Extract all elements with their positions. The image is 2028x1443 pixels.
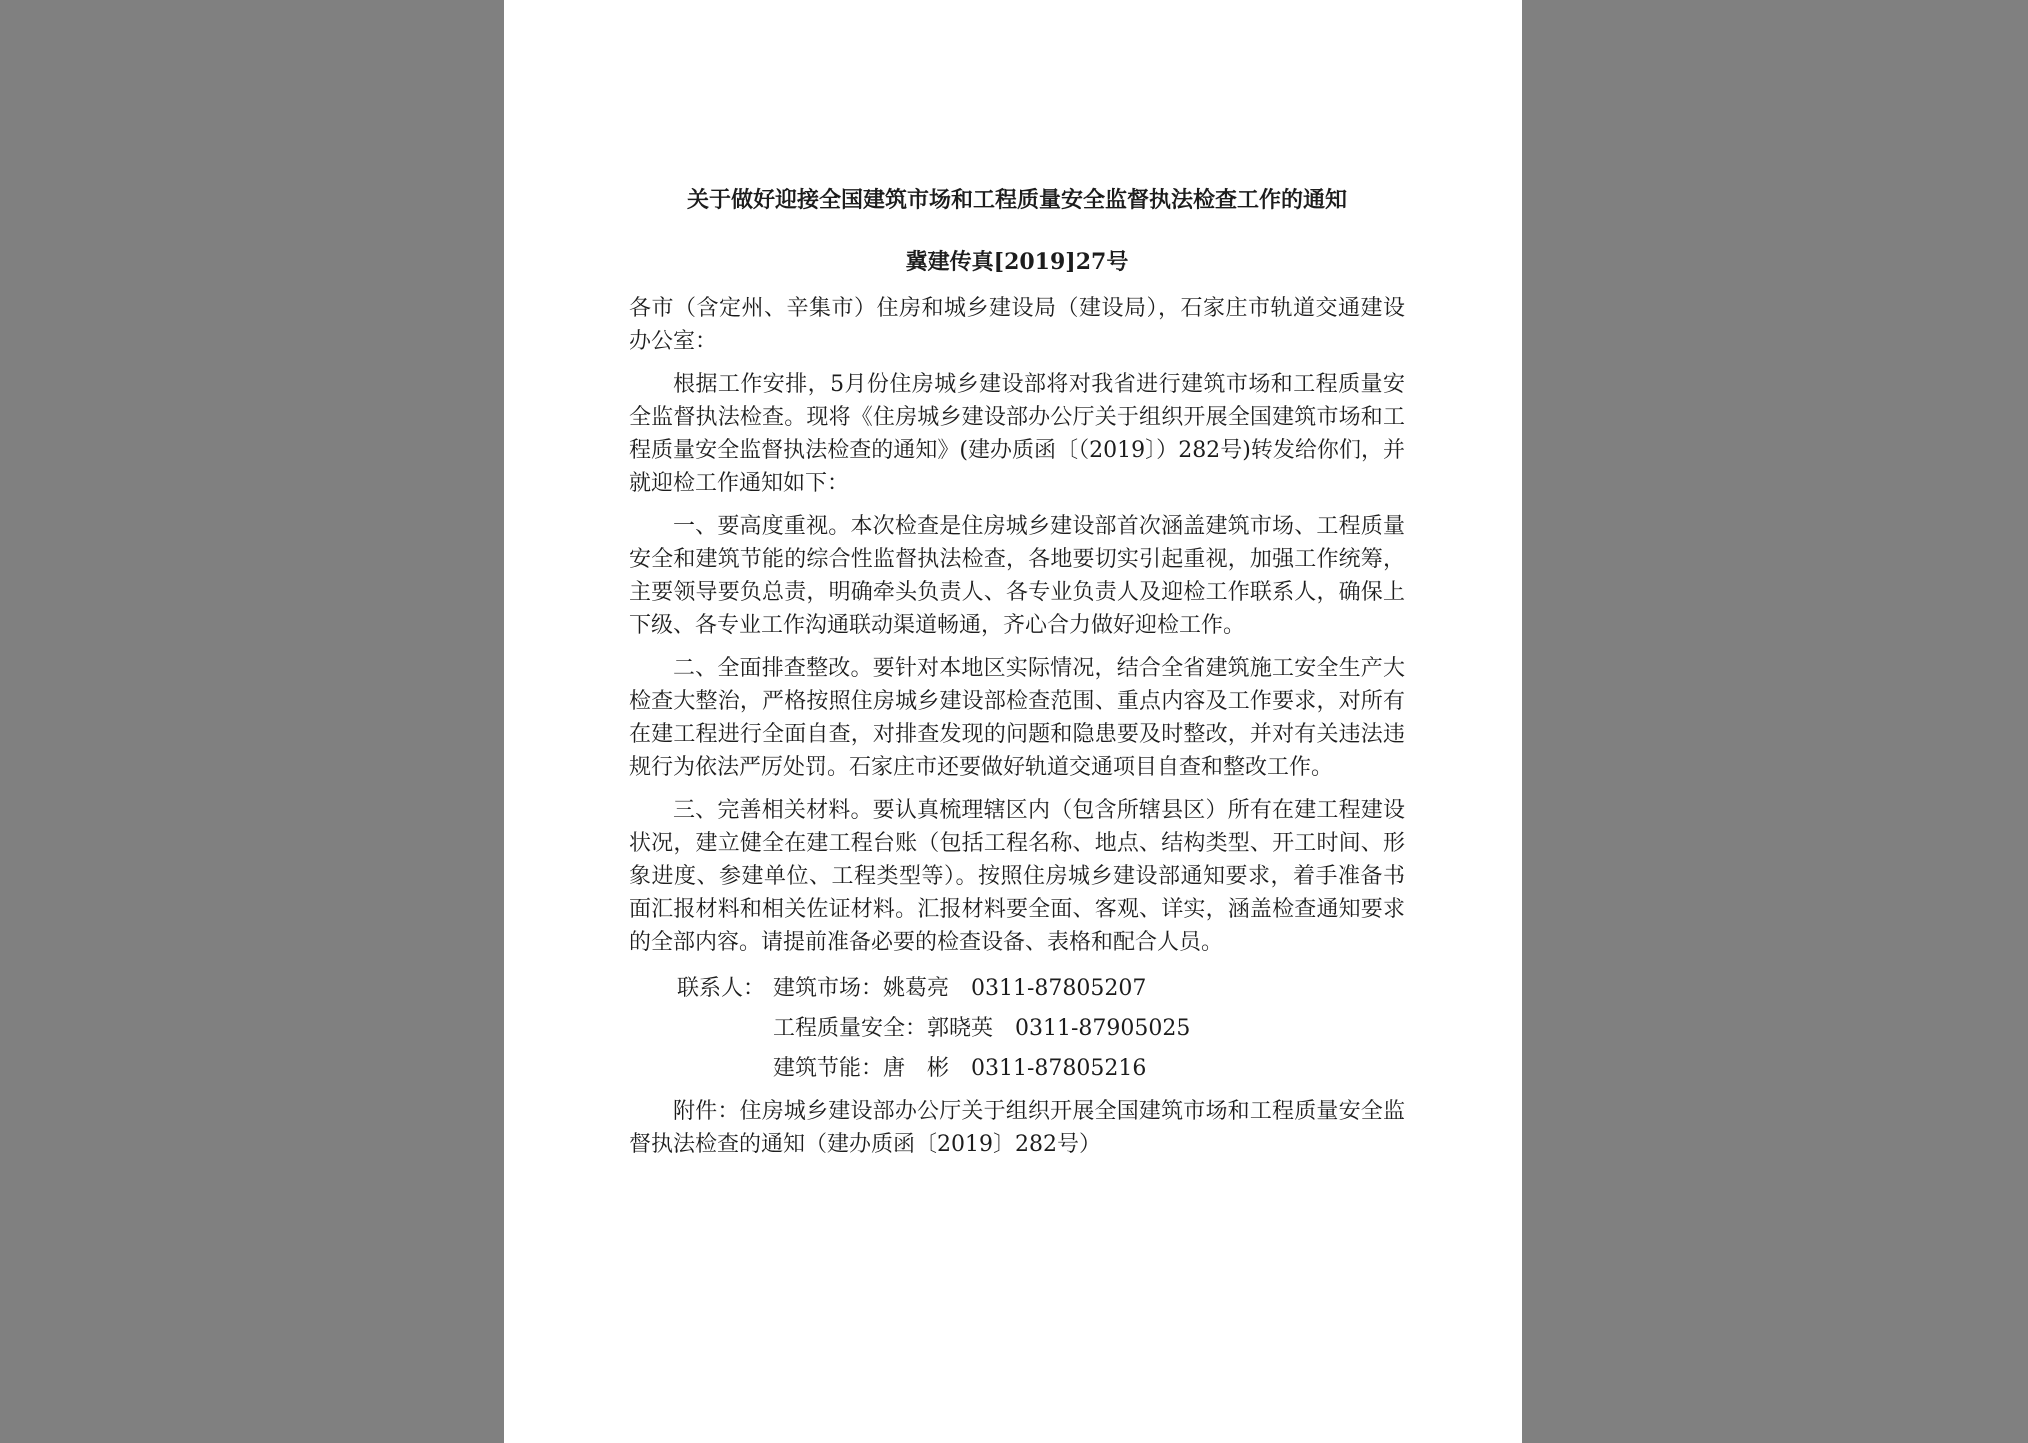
addressee: 各市（含定州、辛集市）住房和城乡建设局（建设局），石家庄市轨道交通建设办公室：: [629, 296, 1405, 354]
item-2-paragraph: 二、全面排查整改。要针对本地区实际情况，结合全省建筑施工安全生产大检查大整治，严格按照住房城乡建设部检查范围、重点内容及工作要求，对所有在建工程进行全面自查，对排查发现的问题和隐患要及时整改，并对有关违法违规行为依法严厉处罚。石家庄市还要做好轨道交通项目自查和整改工作。: [629, 656, 1405, 780]
document-body: [629, 180, 1405, 1171]
document-number: 冀建传真[2019]27号: [905, 249, 1129, 275]
item-1-paragraph: 一、要高度重视。本次检查是住房城乡建设部首次涵盖建筑市场、工程质量安全和建筑节能的综合性监督执法检查，各地要切实引起重视，加强工作统筹，主要领导要负总责，明确牵头负责人、各专业负责人及迎检工作联系人，确保上下级、各专业工作沟通联动渠道畅通，齐心合力做好迎检工作。: [629, 514, 1405, 638]
contact-entry: 工程质量安全：郭晓英 0311-87905025: [773, 1016, 1191, 1041]
contacts-label: 联系人：: [677, 976, 766, 1001]
contact-entry: 建筑市场：姚葛亮 0311-87805207: [773, 976, 1147, 1001]
item-3-paragraph: 三、完善相关材料。要认真梳理辖区内（包含所辖县区）所有在建工程建设状况，建立健全在建工程台账（包括工程名称、地点、结构类型、开工时间、形象进度、参建单位、工程类型等）。按照住房城乡建设部通知要求，着手准备书面汇报材料和相关佐证材料。汇报材料要全面、客观、详实，涵盖检查通知要求的全部内容。请提前准备必要的检查设备、表格和配合人员。: [629, 798, 1405, 955]
contact-entry: 建筑节能：唐 彬 0311-87805216: [773, 1056, 1147, 1081]
contact-row: [629, 969, 1405, 1009]
intro-paragraph: 根据工作安排，5月份住房城乡建设部将对我省进行建筑市场和工程质量安全监督执法检查。现将《住房城乡建设部办公厅关于组织开展全国建筑市场和工程质量安全监督执法检查的通知》(建办质函〔（2019〕）282号)转发给你们，并就迎检工作通知如下：: [629, 372, 1405, 496]
contacts-block: [629, 969, 1405, 1089]
contact-row: [629, 1049, 1405, 1089]
attachment-note: 附件：住房城乡建设部办公厅关于组织开展全国建筑市场和工程质量安全监督执法检查的通知（建办质函〔2019〕282号）: [629, 1099, 1405, 1157]
contact-row: [629, 1009, 1405, 1049]
document-title: 关于做好迎接全国建筑市场和工程质量安全监督执法检查工作的通知: [686, 187, 1347, 213]
document-page: [504, 0, 1522, 1443]
